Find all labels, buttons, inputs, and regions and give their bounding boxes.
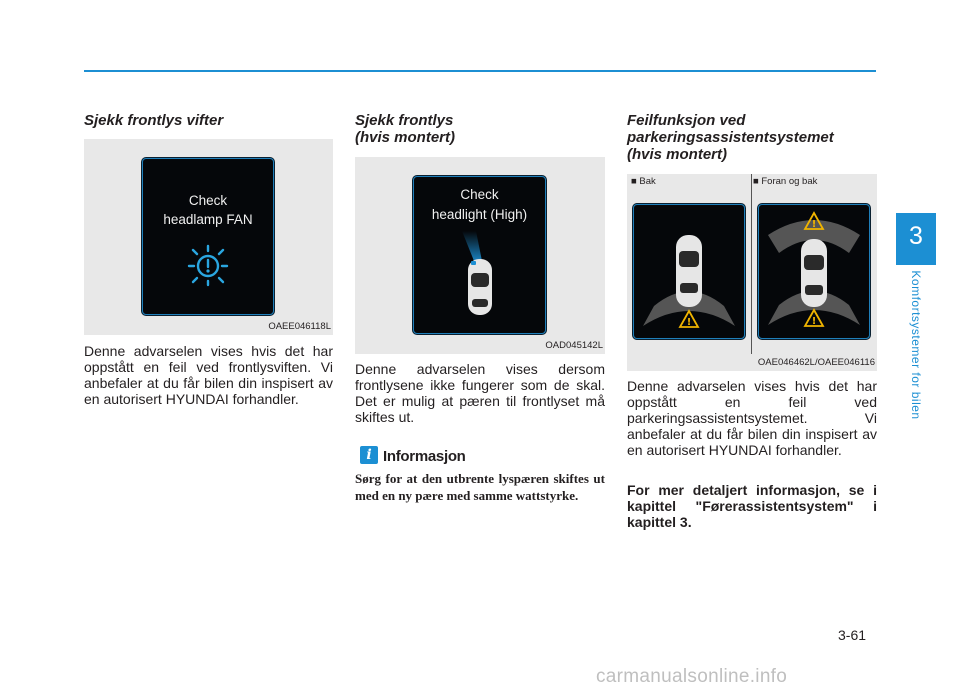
- label-left: ■ Bak: [631, 176, 656, 187]
- col3-body: Denne advarselen vises hvis det har oppstått en feil ved parkeringsassistentsystemet. Vi anbefaler at du får bilen din inspisert av en autorisert HYUNDAI forhandler.: [627, 378, 877, 458]
- col2-figure: [355, 157, 605, 354]
- car-headlight-icon: [450, 229, 510, 329]
- col1-figure: [84, 139, 333, 335]
- col3-heading-line3: (hvis montert): [627, 146, 728, 163]
- info-text: Sørg for at den utbrente lyspæren skiftes ut med en ny pære med samme wattstyrke.: [355, 471, 605, 503]
- section-title: Komfortsystemer for bilen: [909, 270, 923, 420]
- top-rule: [84, 70, 876, 72]
- col2-body: Denne advarselen vises dersom frontlysene ikke fungerer som de skal. Det er mulig at pæren til frontlyset må skiftes ut.: [355, 361, 605, 425]
- col1-screen: [142, 158, 274, 315]
- col1-body: Denne advarselen vises hvis det har oppstått en feil ved frontlysviften. Vi anbefaler at du får bilen din inspisert av en autorisert HYUNDAI forhandler.: [84, 343, 333, 407]
- col1-heading: Sjekk frontlys vifter: [84, 112, 224, 129]
- col3-heading-line2: parkeringsassistentsystemet: [627, 129, 834, 146]
- col1-caption: OAEE046118L: [268, 321, 331, 332]
- rear-parking-icon: [634, 205, 744, 338]
- col3-caption: OAE046462L/OAEE046116: [757, 357, 875, 368]
- svg-text:!: !: [811, 219, 817, 230]
- front-rear-parking-screen: [758, 204, 870, 339]
- watermark: carmanualsonline.info: [596, 666, 788, 687]
- front-rear-parking-icon: [759, 205, 869, 338]
- col2-screen-line2: headlight (High): [431, 207, 528, 222]
- rear-parking-screen: [633, 204, 745, 339]
- col3-body-bold: For mer detaljert informasjon, se i kapittel "Førerassistentsystem" i kapittel 3.: [627, 482, 877, 530]
- page-number: 3-61: [838, 627, 867, 643]
- col3-figure: [627, 174, 877, 371]
- col3-heading-line1: Feilfunksjon ved: [627, 112, 746, 129]
- svg-text:!: !: [811, 316, 817, 327]
- figure-divider: [751, 174, 752, 354]
- headlamp-warning-icon: [183, 239, 233, 289]
- info-icon: i: [360, 446, 378, 464]
- col2-heading-line1: Sjekk frontlys: [355, 112, 454, 129]
- col1-screen-line2: headlamp FAN: [163, 212, 253, 227]
- col2-caption: OAD045142L: [545, 340, 603, 351]
- label-right: ■ Foran og bak: [753, 176, 818, 187]
- svg-text:!: !: [686, 317, 692, 328]
- info-title: Informasjon: [383, 448, 466, 465]
- col2-heading-line2: (hvis montert): [355, 129, 456, 146]
- col2-screen-line1: Check: [460, 187, 499, 202]
- section-number: 3: [909, 222, 923, 250]
- col2-screen: [413, 176, 546, 334]
- col1-screen-line1: Check: [188, 193, 228, 208]
